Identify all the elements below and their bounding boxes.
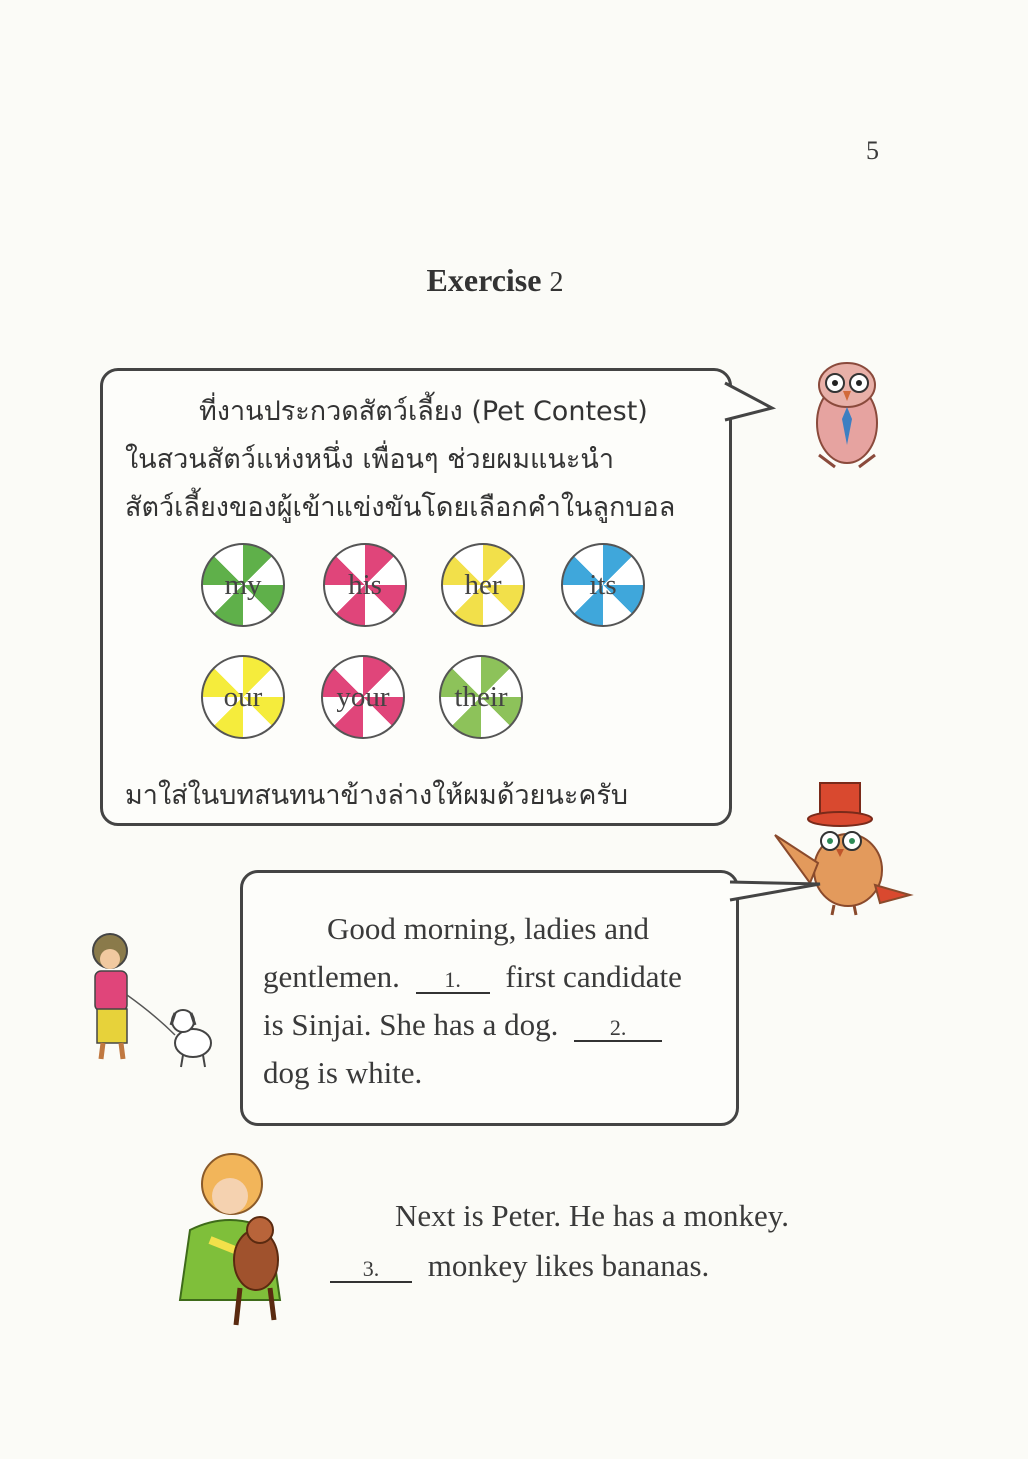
exercise-number: 2: [549, 267, 564, 298]
intro-line-2: ในสวนสัตว์แห่งหนึ่ง เพื่อนๆ ช่วยผมแนะนำ: [125, 444, 615, 475]
dialogue1-line3-a: is Sinjai. She has a dog.: [263, 1007, 559, 1042]
dialogue1-line2: [263, 959, 682, 995]
exercise-title: [0, 262, 990, 299]
page-number: 5: [866, 136, 879, 165]
girl-with-dog-illustration: [75, 925, 235, 1075]
dialogue1-line2-b: first candidate: [505, 959, 682, 994]
exercise-title-text: Exercise: [426, 262, 542, 298]
dialogue2-line2: [330, 1248, 709, 1284]
dialogue1-line1: Good morning, ladies and: [327, 911, 650, 946]
ball-word: her: [464, 568, 502, 601]
ball-word: our: [223, 680, 263, 713]
answer-blank-1[interactable]: 1.: [416, 968, 490, 994]
dialogue2-line1: Next is Peter. He has a monkey.: [395, 1198, 790, 1233]
dialogue2-line2-text: monkey likes bananas.: [427, 1248, 710, 1283]
ball-word: your: [336, 680, 390, 713]
word-ball-my[interactable]: [201, 543, 285, 627]
boy-with-monkey-illustration: [170, 1150, 300, 1335]
word-ball-his[interactable]: [323, 543, 407, 627]
owl-illustration: [805, 355, 890, 475]
intro-line-1: ที่งานประกวดสัตว์เลี้ยง (Pet Contest): [199, 396, 648, 427]
word-ball-its[interactable]: [561, 543, 645, 627]
word-ball-our[interactable]: [201, 655, 285, 739]
ball-word: their: [454, 680, 508, 713]
bubble-tail: [720, 378, 780, 438]
dialogue1-line3: [263, 1007, 662, 1043]
dialogue1-line4: dog is white.: [263, 1055, 423, 1090]
bubble-tail: [728, 878, 828, 918]
word-ball-their[interactable]: [439, 655, 523, 739]
answer-blank-2[interactable]: 2.: [574, 1016, 662, 1042]
ball-word: his: [348, 568, 382, 601]
answer-blank-3[interactable]: 3.: [330, 1257, 412, 1283]
instruction-bubble: [100, 368, 732, 826]
dialogue-bubble: [240, 870, 739, 1126]
dialogue1-line2-a: gentlemen.: [263, 959, 400, 994]
word-ball-your[interactable]: [321, 655, 405, 739]
closing-line: มาใส่ในบทสนทนาข้างล่างให้ผมด้วยนะครับ: [125, 780, 629, 811]
intro-line-3: สัตว์เลี้ยงของผู้เข้าแข่งขันโดยเลือกคำในลูกบอล: [125, 492, 676, 523]
ball-word: its: [589, 568, 617, 601]
word-ball-her[interactable]: [441, 543, 525, 627]
ball-word: my: [224, 568, 262, 601]
